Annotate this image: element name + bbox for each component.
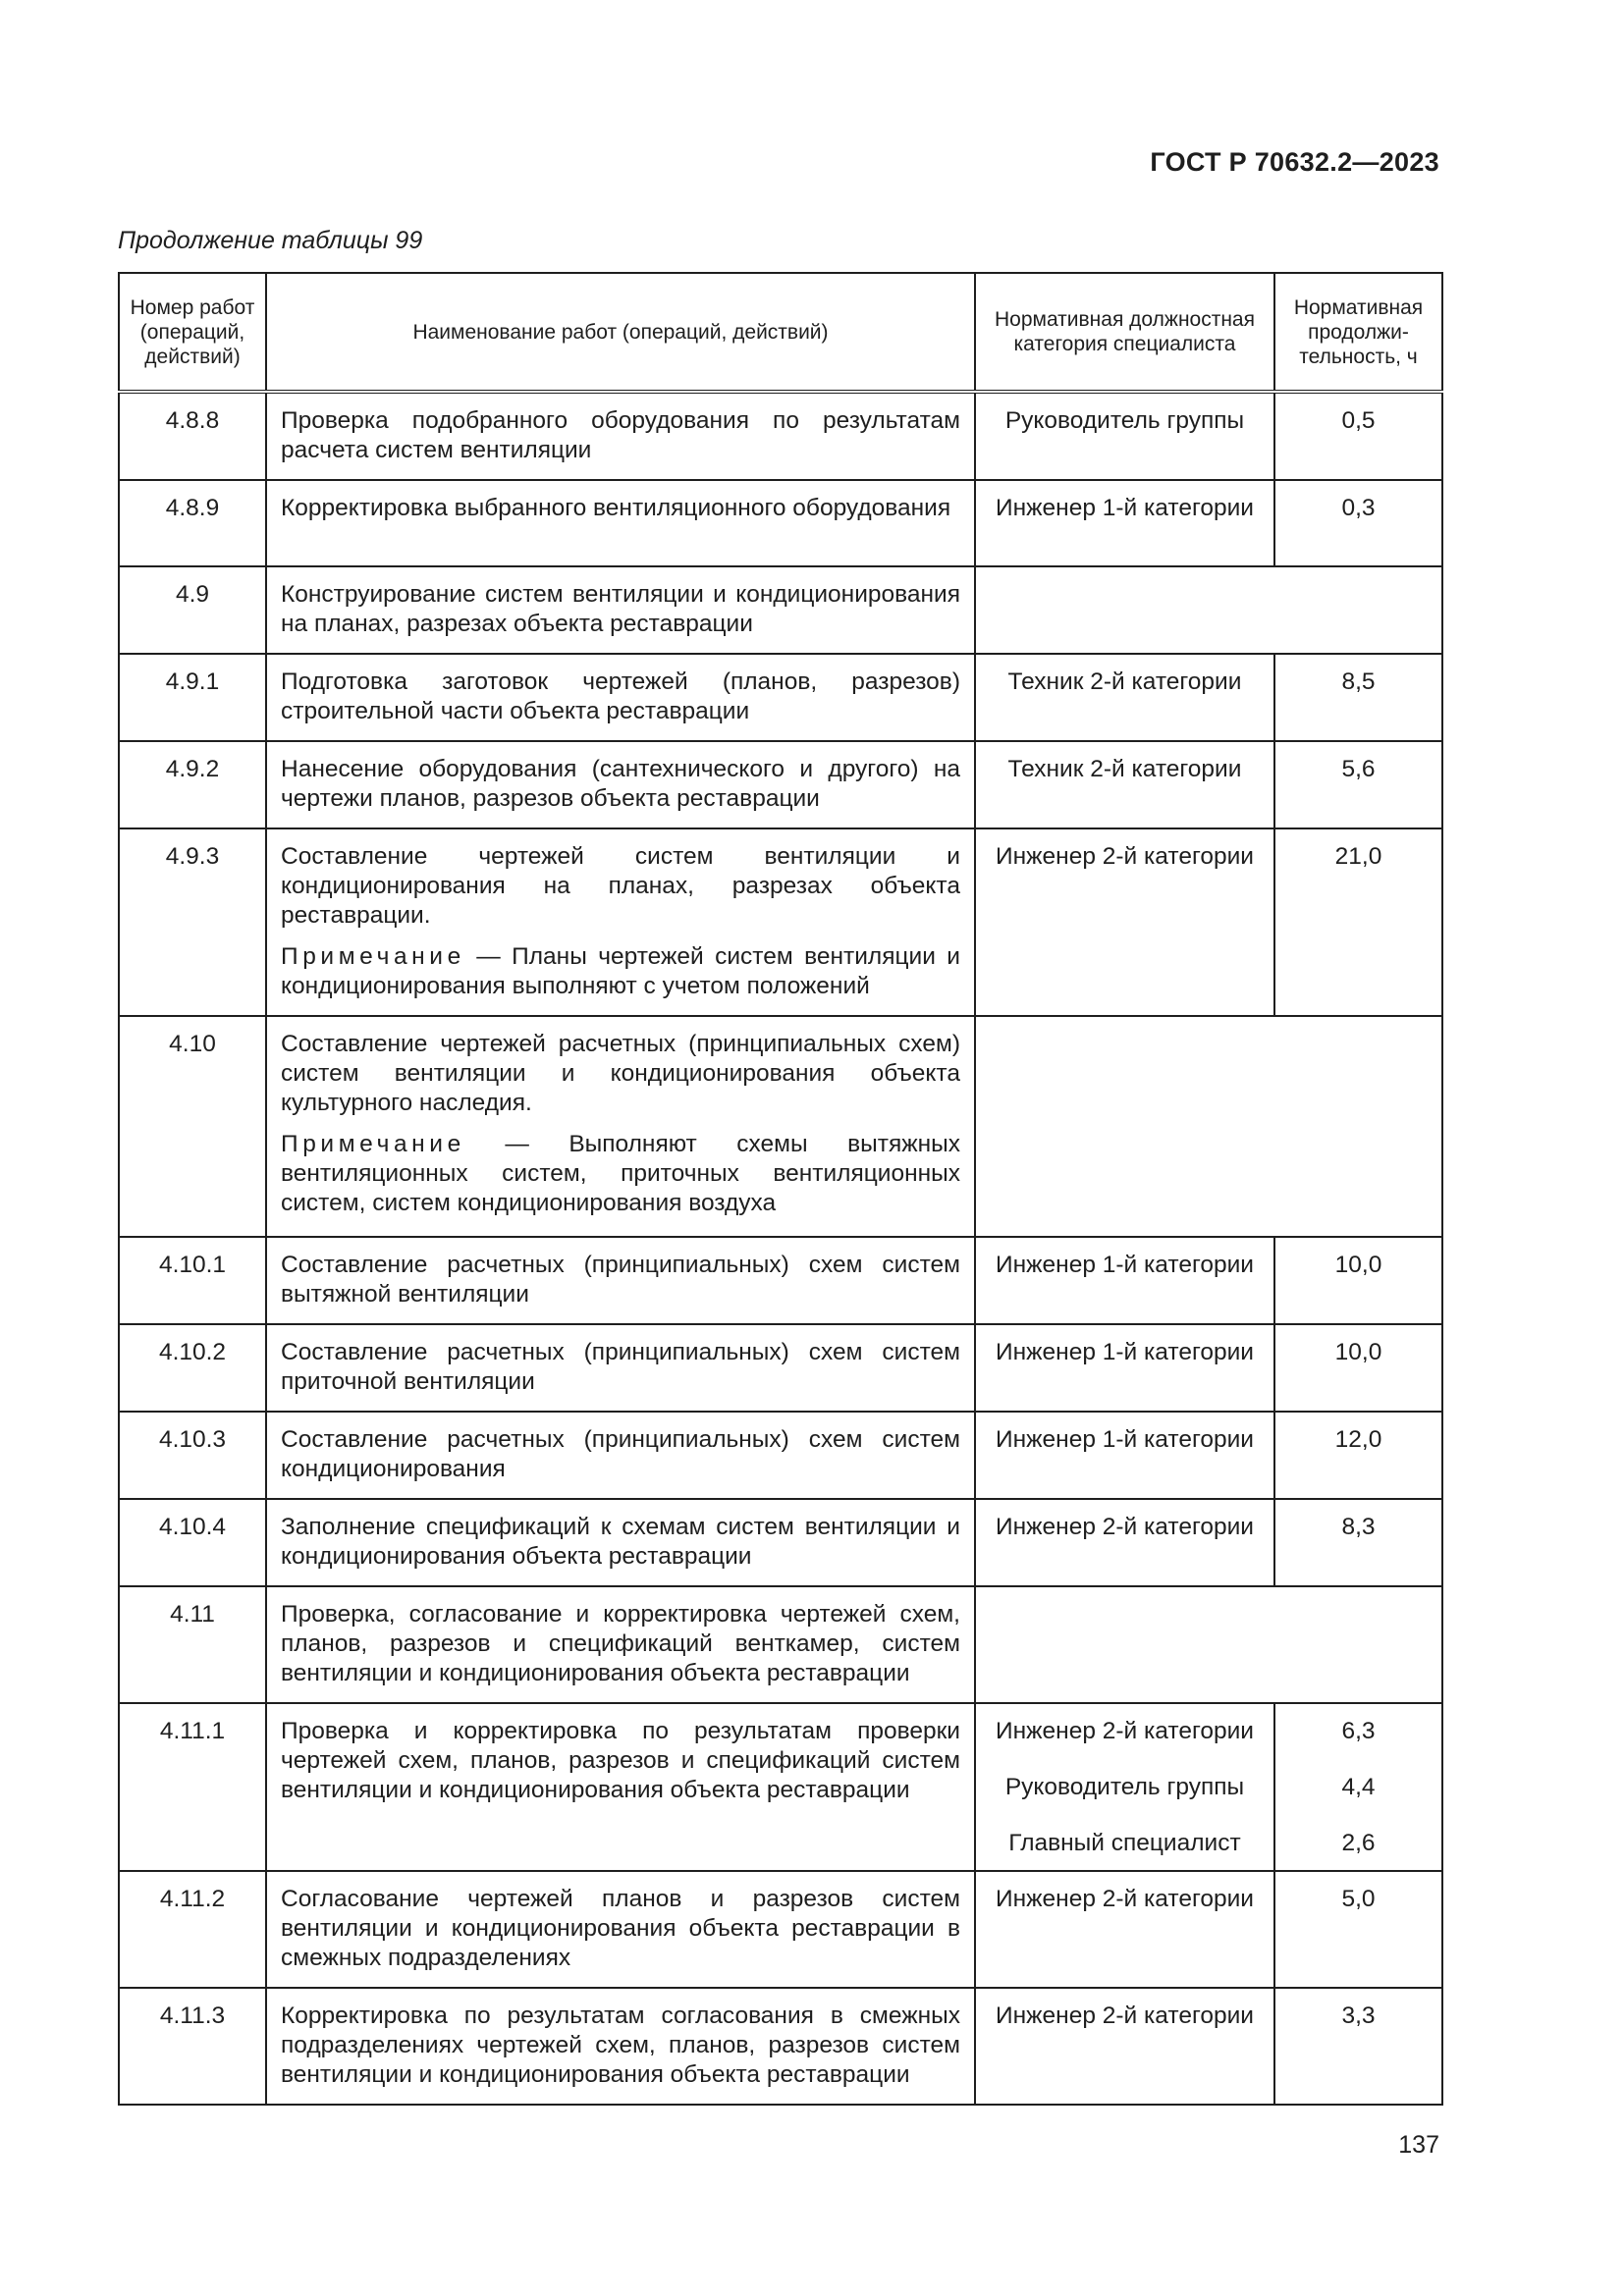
row-duration: 12,0: [1274, 1412, 1442, 1499]
row-duration: 21,0: [1274, 828, 1442, 1016]
row-number: 4.10.1: [119, 1237, 266, 1324]
row-number: 4.9.2: [119, 741, 266, 828]
row-category: Руководитель группы: [975, 392, 1274, 480]
row-category: Инженер 1-й категории: [975, 480, 1274, 566]
row-empty-cell: [975, 1016, 1442, 1237]
category-line: Руководитель группы: [1004, 1774, 1245, 1800]
row-number: 4.10.3: [119, 1412, 266, 1499]
table-row: [119, 1988, 1442, 2105]
table-header-row: [119, 273, 1442, 392]
table-row: [119, 1871, 1442, 1988]
header-duration: Нормативная продолжи-тельность, ч: [1274, 273, 1442, 392]
row-name-text: Составление чертежей систем вентиляции и кондиционирования на планах, разрезах объекта реставрации.: [281, 843, 960, 929]
row-category: Инженер 2-й категории: [975, 1988, 1274, 2105]
category-line: Главный специалист: [1008, 1830, 1241, 1856]
row-number: 4.9: [119, 566, 266, 654]
row-number: 4.8.8: [119, 392, 266, 480]
row-number: 4.11.1: [119, 1703, 266, 1871]
header-name: Наименование работ (операций, действий): [266, 273, 975, 392]
header-number: Номер работ (операций, действий): [119, 273, 266, 392]
row-name: Корректировка по результатам согласования в смежных подразделениях чертежей схем, планов, разрезов систем вентиляции и кондиционирования объекта реставрации: [266, 1988, 975, 2105]
table-row: [119, 480, 1442, 566]
row-duration: 5,0: [1274, 1871, 1442, 1988]
row-duration: 8,3: [1274, 1499, 1442, 1586]
row-duration: 5,6: [1274, 741, 1442, 828]
row-category: Инженер 1-й категории: [975, 1324, 1274, 1412]
row-name: Составление расчетных (принципиальных) схем систем приточной вентиляции: [266, 1324, 975, 1412]
note-label: Примечание: [281, 943, 465, 970]
document-id: ГОСТ Р 70632.2—2023: [1150, 147, 1439, 177]
row-number: 4.11: [119, 1586, 266, 1703]
row-name-text: Составление чертежей расчетных (принципиальных схем) систем вентиляции и кондиционирования объекта культурного наследия.: [281, 1031, 960, 1116]
row-name: Нанесение оборудования (сантехнического и другого) на чертежи планов, разрезов объекта реставрации: [266, 741, 975, 828]
row-number: 4.11.3: [119, 1988, 266, 2105]
row-name: Заполнение спецификаций к схемам систем вентиляции и кондиционирования объекта реставрации: [266, 1499, 975, 1586]
table-row: [119, 741, 1442, 828]
table-row: [119, 1016, 1442, 1237]
page-number: 137: [1398, 2131, 1439, 2159]
row-category: Инженер 2-й категории: [975, 1871, 1274, 1988]
table-row: [119, 392, 1442, 480]
row-name: [266, 1016, 975, 1237]
table-row: [119, 1586, 1442, 1703]
row-number: 4.9.1: [119, 654, 266, 741]
note-label: Примечание: [281, 1131, 465, 1157]
row-name: Подготовка заготовок чертежей (планов, разрезов) строительной части объекта реставрации: [266, 654, 975, 741]
row-name: Согласование чертежей планов и разрезов систем вентиляции и кондиционирования объекта реставрации в смежных подразделениях: [266, 1871, 975, 1988]
row-duration: 0,3: [1274, 480, 1442, 566]
row-category: Инженер 1-й категории: [975, 1412, 1274, 1499]
norms-table: [118, 272, 1443, 2106]
row-category: Техник 2-й категории: [975, 654, 1274, 741]
table-row: [119, 1237, 1442, 1324]
header-category: Нормативная должностная категория специалиста: [975, 273, 1274, 392]
row-name: Составление расчетных (принципиальных) схем систем вытяжной вентиляции: [266, 1237, 975, 1324]
row-note: [281, 942, 960, 1001]
row-name: Проверка подобранного оборудования по результатам расчета систем вентиляции: [266, 392, 975, 480]
table-row: [119, 1324, 1442, 1412]
row-category: Инженер 2-й категории: [975, 1499, 1274, 1586]
table-row: [119, 566, 1442, 654]
row-category: Техник 2-й категории: [975, 741, 1274, 828]
table-row: [119, 828, 1442, 1016]
note-text: — Выполняют схемы вытяжных вентиляционных систем, приточных вентиляционных систем, систем кондиционирования воздуха: [281, 1131, 960, 1216]
row-duration: 10,0: [1274, 1237, 1442, 1324]
row-number: 4.11.2: [119, 1871, 266, 1988]
table-row: [119, 1703, 1442, 1871]
row-number: 4.9.3: [119, 828, 266, 1016]
row-duration: 3,3: [1274, 1988, 1442, 2105]
row-note: [281, 1130, 960, 1218]
table-row: [119, 1412, 1442, 1499]
row-name: Корректировка выбранного вентиляционного оборудования: [266, 480, 975, 566]
duration-line: 2,6: [1341, 1830, 1376, 1856]
row-duration: [1274, 1703, 1442, 1871]
row-name: Конструирование систем вентиляции и кондиционирования на планах, разрезах объекта реставрации: [266, 566, 975, 654]
category-line: Инженер 2-й категории: [996, 1718, 1254, 1744]
row-number: 4.10.4: [119, 1499, 266, 1586]
row-empty-cell: [975, 1586, 1442, 1703]
note-text: — Планы чертежей систем вентиляции и кондиционирования выполняют с учетом положений: [281, 943, 960, 999]
row-duration: 0,5: [1274, 392, 1442, 480]
table-row: [119, 654, 1442, 741]
row-duration: 8,5: [1274, 654, 1442, 741]
row-number: 4.10: [119, 1016, 266, 1237]
row-category: [975, 1703, 1274, 1871]
row-number: 4.8.9: [119, 480, 266, 566]
row-duration: 10,0: [1274, 1324, 1442, 1412]
duration-line: 6,3: [1341, 1718, 1376, 1744]
table-caption: Продолжение таблицы 99: [118, 227, 423, 254]
row-category: Инженер 1-й категории: [975, 1237, 1274, 1324]
row-name: Проверка и корректировка по результатам проверки чертежей схем, планов, разрезов и спецификаций систем вентиляции и кондиционирования объекта реставрации: [266, 1703, 975, 1871]
row-name: Составление расчетных (принципиальных) схем систем кондиционирования: [266, 1412, 975, 1499]
row-name: Проверка, согласование и корректировка чертежей схем, планов, разрезов и спецификаций венткамер, систем вентиляции и кондиционирования объекта реставрации: [266, 1586, 975, 1703]
row-empty-cell: [975, 566, 1442, 654]
row-number: 4.10.2: [119, 1324, 266, 1412]
row-name: [266, 828, 975, 1016]
duration-line: 4,4: [1341, 1774, 1376, 1800]
row-category: Инженер 2-й категории: [975, 828, 1274, 1016]
table-row: [119, 1499, 1442, 1586]
